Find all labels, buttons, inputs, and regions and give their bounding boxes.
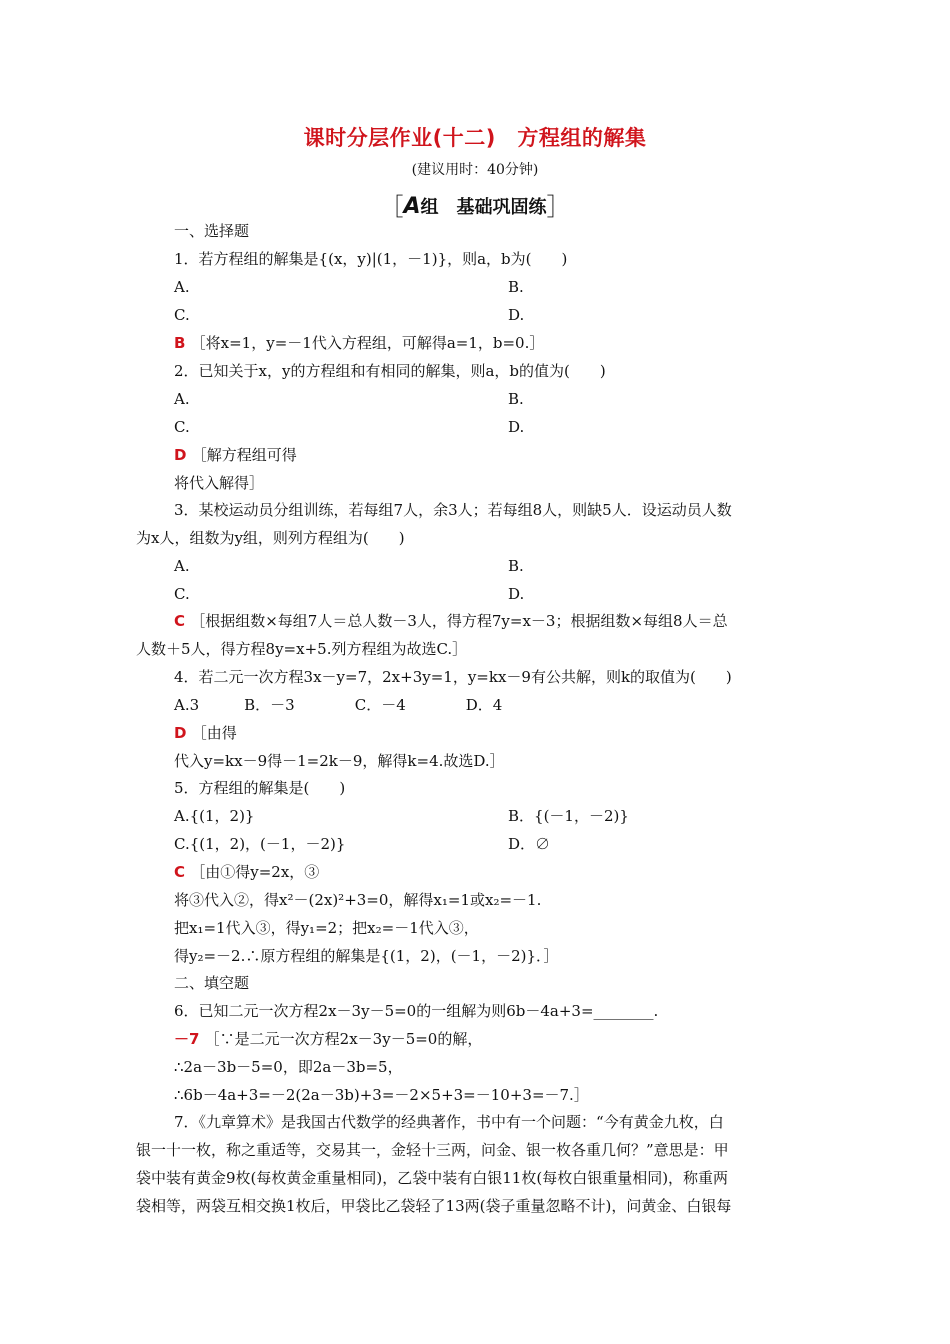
line-text: 将代入解得］ (174, 474, 265, 492)
line-text: ［根据组数×每组7人＝总人数－3人，得方程7y=x－3；根据组数×每组8人＝总 (190, 612, 728, 630)
text-line (174, 918, 864, 938)
text-line (174, 806, 864, 826)
line-text: 袋相等，两袋互相交换1枚后，甲袋比乙袋轻了13两(袋子重量忽略不计)，问黄金、白银每 (136, 1197, 732, 1215)
line-text: 人数＋5人，得方程8y=x+5.列方程组为故选C.］ (136, 640, 468, 658)
text-line (174, 723, 864, 743)
line-text: C. (174, 306, 190, 324)
line-text: A. (174, 390, 190, 408)
text-line (174, 277, 864, 297)
text-line (174, 417, 864, 437)
line-text: 2．已知关于x，y的方程组和有相同的解集，则a，b的值为( ) (174, 362, 606, 380)
line-text: ［由得 (191, 724, 237, 742)
line-text: C. (174, 418, 190, 436)
text-line (174, 1085, 864, 1105)
text-line (174, 751, 864, 771)
text-line (136, 528, 826, 548)
answer-label: D (174, 724, 192, 742)
page-title: 课时分层作业(十二) 方程组的解集 (303, 126, 647, 150)
line-text: 为x人，组数为y组，则列方程组为( ) (136, 529, 405, 547)
line-text: ［解方程组可得 (191, 446, 297, 464)
line-text: ∴6b－4a+3=－2(2a－3b)+3=－2×5+3=－10+3=－7.］ (174, 1086, 589, 1104)
line-text: C.{(1，2)，(－1，－2)} (174, 835, 346, 853)
answer-label: C (174, 612, 191, 630)
answer-label: C (174, 863, 191, 881)
line-text: 7．《九章算术》是我国古代数学的经典著作，书中有一个问题：“今有黄金九枚，白 (174, 1113, 724, 1131)
line-text: 3．某校运动员分组训练，若每组7人，余3人；若每组8人，则缺5人．设运动员人数 (174, 501, 732, 519)
text-line (174, 667, 864, 687)
text-line (174, 556, 864, 576)
line-text: A. (174, 278, 190, 296)
line-text: 1．若方程组的解集是{(x，y)|(1，－1)}，则a，b为( ) (174, 250, 568, 268)
text-line (174, 249, 864, 269)
option-right: B. (508, 278, 524, 296)
text-line (136, 1140, 826, 1160)
time-suggestion: (建议用时：40分钟) (411, 162, 539, 178)
line-text: 银一十一枚，称之重适等，交易其一，金轻十三两，问金、银一枚各重几何？”意思是：甲 (136, 1141, 729, 1159)
line-text: 6．已知二元一次方程2x－3y－5=0的一组解为则6b－4a+3=________. (174, 1002, 659, 1020)
group-title: 组 基础巩固练 (420, 197, 547, 218)
text-line (136, 639, 826, 659)
option-right: B. (508, 557, 524, 575)
option-right: D. (508, 306, 525, 324)
bracket-close: ］ (546, 193, 571, 221)
line-text: 代入y=kx－9得－1=2k－9，解得k=4.故选D.］ (174, 752, 505, 770)
text-line (174, 389, 864, 409)
line-text: ［由①得y=2x，③ (190, 863, 320, 881)
line-text: A.{(1，2)} (174, 807, 255, 825)
line-text: 袋中装有黄金9枚(每枚黄金重量相同)，乙袋中装有白银11枚(每枚白银重量相同)，称重两 (136, 1169, 729, 1187)
text-line (174, 973, 864, 993)
option-right: D．∅ (508, 835, 551, 853)
option-right: B．{(－1，－2)} (508, 807, 629, 825)
text-line (136, 1168, 826, 1188)
text-line (174, 834, 864, 854)
text-line (174, 361, 864, 381)
line-text: 把x₁=1代入③，得y₁=2；把x₂=－1代入③， (174, 919, 479, 937)
text-line (136, 1196, 826, 1216)
text-line (174, 1001, 864, 1021)
bracket-open: ［ (379, 193, 404, 221)
line-text: 将③代入②，得x²－(2x)²+3=0，解得x₁=1或x₂=－1. (174, 891, 542, 909)
line-text: A. (174, 557, 190, 575)
text-line (174, 445, 864, 465)
text-line (174, 946, 864, 966)
text-line (174, 473, 864, 493)
line-text: 二、填空题 (174, 974, 250, 992)
line-text: 5．方程组的解集是( ) (174, 779, 346, 797)
text-line (174, 584, 864, 604)
text-line (174, 333, 864, 353)
line-text: C. (174, 585, 190, 603)
text-line (174, 221, 864, 241)
line-text: 4．若二元一次方程3x－y=7，2x+3y=1，y=kx－9有公共解，则k的取值为( ) (174, 668, 732, 686)
line-text: ∴2a－3b－5=0，即2a－3b=5， (174, 1058, 403, 1076)
group-letter: A (403, 194, 421, 219)
line-text: ［∵是二元一次方程2x－3y－5=0的解， (204, 1030, 483, 1048)
text-line (174, 1112, 864, 1132)
line-text: ［将x=1，y=－1代入方程组，可解得a=1，b=0.］ (190, 334, 545, 352)
answer-label: D (174, 446, 192, 464)
text-line (174, 1057, 864, 1077)
answer-label: B (174, 334, 191, 352)
text-line (174, 778, 864, 798)
line-text: 得y₂=－2.∴原方程组的解集是{(1，2)，(－1，－2)}．］ (174, 947, 559, 965)
text-line (174, 1029, 864, 1049)
line-text: 一、选择题 (174, 222, 250, 240)
text-line (174, 890, 864, 910)
option-right: B. (508, 390, 524, 408)
option-right: D. (508, 418, 525, 436)
line-text: A.3 B．－3 C．－4 D．4 (174, 696, 503, 714)
text-line (174, 611, 864, 631)
text-line (174, 305, 864, 325)
text-line (174, 862, 864, 882)
option-right: D. (508, 585, 525, 603)
text-line (174, 695, 864, 715)
answer-label: －7 (174, 1030, 205, 1048)
group-a-header (0, 187, 950, 222)
text-line (174, 500, 864, 520)
